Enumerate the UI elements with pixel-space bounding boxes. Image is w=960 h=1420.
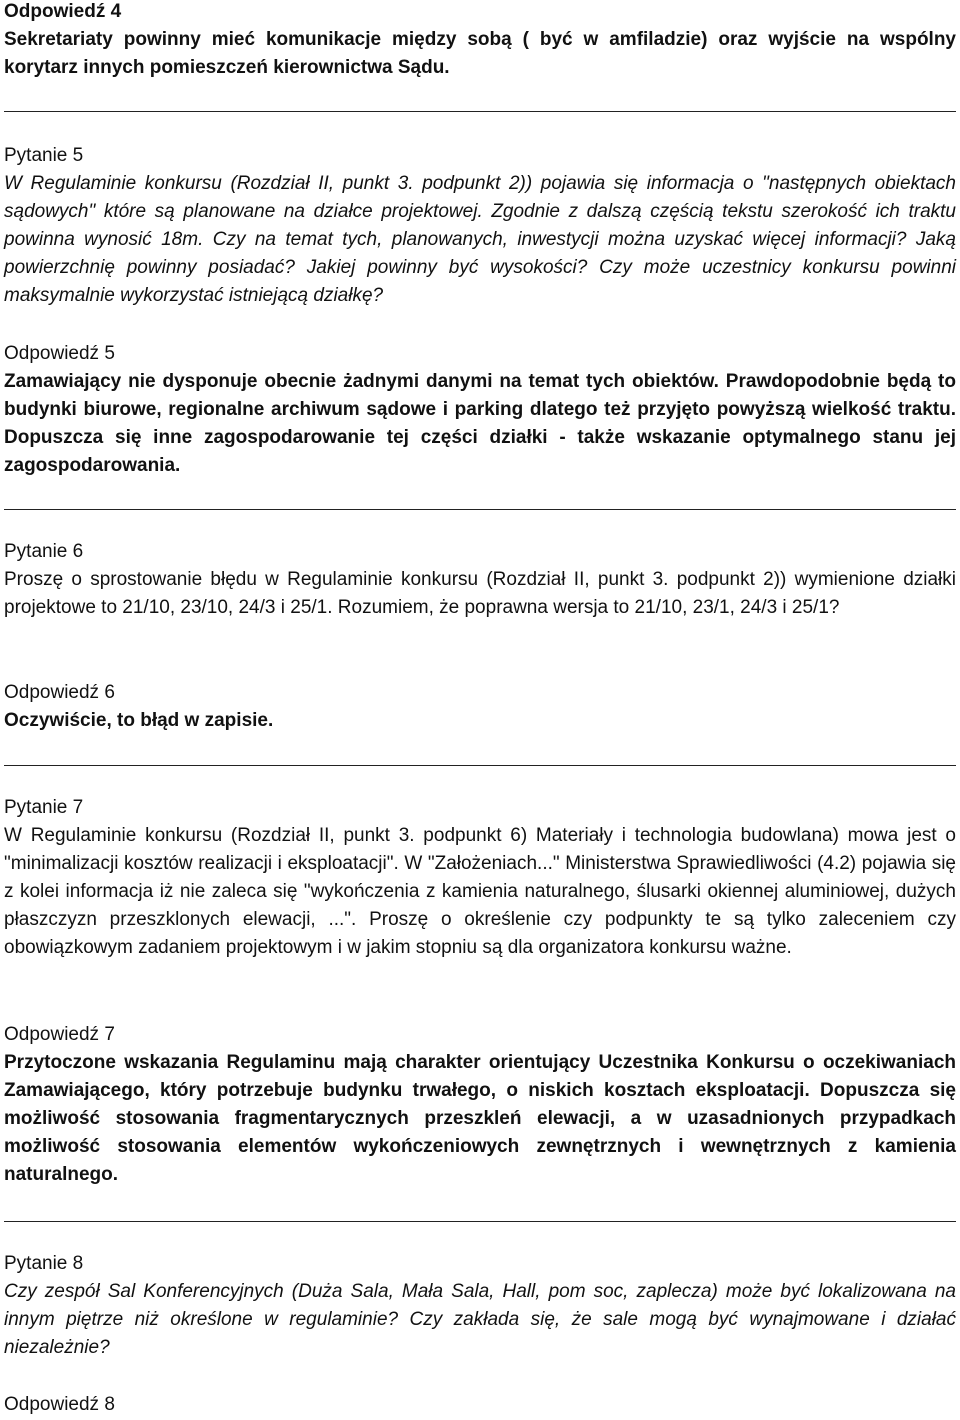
answer-4-block: [4, 0, 956, 82]
answer-6-block: [4, 679, 956, 735]
question-6-heading: Pytanie 6: [4, 541, 84, 562]
answer-4-heading: Odpowiedź 4: [4, 1, 122, 22]
question-7-block: [4, 794, 956, 962]
question-5-text: W Regulaminie konkursu (Rozdział II, punkt 3. podpunkt 2)) pojawia się informacja o "następnych obiektach sądowych" które są planowane na działce projektowej. Zgodnie z dalszą częścią tekstu szerokość ich traktu powinna wynosić 18m. Czy na temat tych, planowanych, inwestycji można uzyskać więcej informacji? Jaką powierzchnię powinny posiadać? Jakiej powinny być wysokości? Czy może uczestnicy konkursu powinni maksymalnie wykorzystać istniejącą działkę?: [4, 173, 956, 306]
answer-7-heading: Odpowiedź 7: [4, 1024, 115, 1045]
question-7-heading: Pytanie 7: [4, 797, 84, 818]
question-8-block: [4, 1250, 956, 1362]
question-8-text: Czy zespół Sal Konferencyjnych (Duża Sala, Mała Sala, Hall, pom soc, zaplecza) może być lokalizowana na innym piętrze niż określone w regulaminie? Czy zakłada się, że sale mogą być wynajmowane i działać niezależnie?: [4, 1281, 956, 1358]
answer-4-text: Sekretariaty powinny mieć komunikacje między sobą ( być w amfiladzie) oraz wyjście na wspólny korytarz innych pomieszczeń kierownictwa Sądu.: [4, 29, 956, 78]
section-divider-4: [4, 1221, 956, 1222]
answer-8-block: [4, 1391, 956, 1419]
answer-7-text: Przytoczone wskazania Regulaminu mają charakter orientujący Uczestnika Konkursu o oczekiwaniach Zamawiającego, który potrzebuje budynku trwałego, o niskich kosztach eksploatacji. Dopuszcza się możliwość stosowania fragmentarycznych przeszkleń elewacji, a w uzasadnionych przypadkach możliwość stosowania elementów wykończeniowych zewnętrznych i wewnętrznych z kamienia naturalnego.: [4, 1052, 956, 1185]
section-divider-3: [4, 765, 956, 766]
answer-8-heading: Odpowiedź 8: [4, 1394, 115, 1415]
question-6-block: [4, 538, 956, 622]
answer-6-heading: Odpowiedź 6: [4, 682, 115, 703]
question-7-text: W Regulaminie konkursu (Rozdział II, punkt 3. podpunkt 6) Materiały i technologia budowlana) mowa jest o "minimalizacji kosztów realizacji i eksploatacji". W "Założeniach..." Ministerstwa Sprawiedliwości (4.2) pojawia się z kolei informacja iż nie zaleca się "wykończenia z kamienia naturalnego, ślusarki okiennej aluminiowej, dużych płaszczyzn przeszklonych elewacji, ...". Proszę o określenie czy podpunkty te są tylko zaleceniem czy obowiązkowym zadaniem projektowym i w jakim stopniu są dla organizatora konkursu ważne.: [4, 825, 956, 958]
section-divider-2: [4, 509, 956, 510]
answer-5-block: [4, 340, 956, 480]
answer-5-text: Zamawiający nie dysponuje obecnie żadnymi danymi na temat tych obiektów. Prawdopodobnie będą to budynki biurowe, regionalne archiwum sądowe i parking dlatego też przyjęto powyższą wielkość traktu. Dopuszcza się inne zagospodarowanie tej części działki - także wskazanie optymalnego stanu jej zagospodarowania.: [4, 371, 956, 476]
question-5-block: [4, 142, 956, 310]
answer-6-text: Oczywiście, to błąd w zapisie.: [4, 710, 274, 731]
answer-7-block: [4, 1021, 956, 1189]
section-divider-1: [4, 111, 956, 112]
question-8-heading: Pytanie 8: [4, 1253, 84, 1274]
answer-5-heading: Odpowiedź 5: [4, 343, 115, 364]
question-6-text: Proszę o sprostowanie błędu w Regulaminie konkursu (Rozdział II, punkt 3. podpunkt 2)) wymienione działki projektowe to 21/10, 23/10, 24/3 i 25/1. Rozumiem, że poprawna wersja to 21/10, 23/1, 24/3 i 25/1?: [4, 569, 956, 618]
question-5-heading: Pytanie 5: [4, 145, 84, 166]
